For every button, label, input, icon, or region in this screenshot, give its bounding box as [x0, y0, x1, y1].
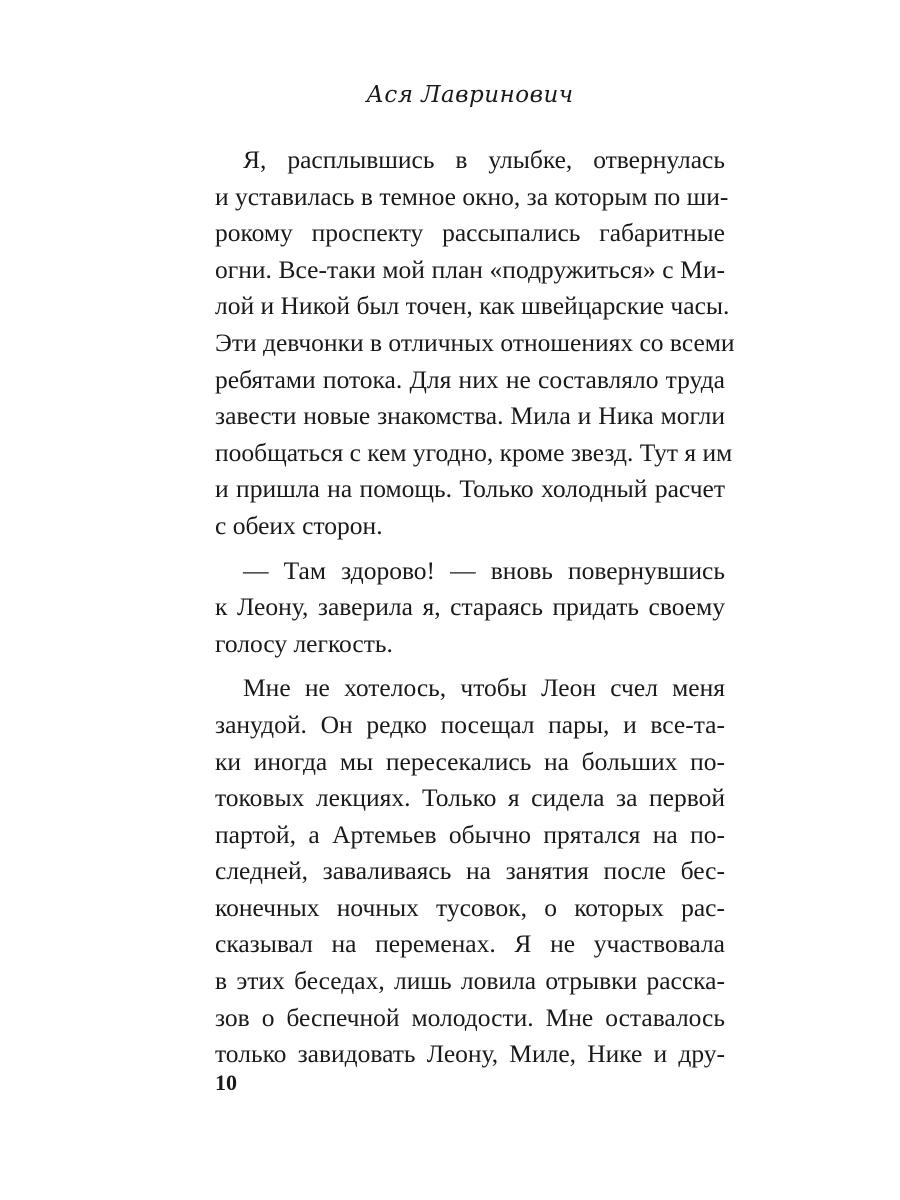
paragraph-gap	[215, 545, 725, 553]
running-head-author: Ася Лавринович	[366, 82, 574, 108]
text-line: партой, а Артемьев обычно прятался на по-	[215, 819, 725, 849]
paragraph-3	[215, 670, 725, 1073]
text-line: только завидовать Леону, Миле, Нике и дру-	[215, 1039, 725, 1069]
page-number: 10	[215, 1070, 237, 1095]
text-line: сказывал на переменах. Я не участвовала	[215, 929, 725, 959]
body-text	[215, 142, 735, 1073]
text-line: и уставилась в темное окно, за которым по ши-	[215, 181, 729, 211]
text-line: с обеих сторон.	[215, 510, 383, 540]
text-line: в этих беседах, лишь ловила отрывки расска-	[215, 966, 725, 996]
text-line: конечных ночных тусовок, о которых рас-	[215, 892, 725, 922]
text-line: пообщаться с кем угодно, кроме звезд. Тут я им	[215, 437, 733, 467]
text-line: огни. Все-таки мой план «подружиться» с Ми-	[215, 254, 725, 284]
text-line: и пришла на помощь. Только холодный расчет	[215, 474, 725, 504]
text-line: следней, заваливаясь на занятия после бес-	[215, 856, 725, 886]
text-line: к Леону, заверила я, стараясь придать своему	[215, 592, 725, 622]
paragraph-gap	[215, 662, 725, 670]
text-line: лой и Никой был точен, как швейцарские часы.	[215, 291, 730, 321]
text-line: рокому проспекту рассыпались габаритные	[215, 218, 725, 248]
text-line: занудой. Он редко посещал пары, и все-та-	[215, 709, 725, 739]
text-line: ребятами потока. Для них не составляло труда	[215, 364, 725, 394]
text-line: Я, расплывшись в улыбке, отвернулась	[243, 145, 725, 174]
text-line: ки иногда мы пересекались на больших по-	[215, 746, 725, 776]
text-line: токовых лекциях. Только я сидела за первой	[215, 783, 725, 813]
text-line: — Там здорово! — вновь повернувшись	[243, 555, 725, 585]
text-line: Мне не хотелось, чтобы Леон счел меня	[243, 673, 725, 703]
paragraph-2	[215, 553, 725, 663]
text-line: зов о беспечной молодости. Мне оставалось	[215, 1002, 725, 1032]
text-line: Эти девчонки в отличных отношениях со всеми	[215, 327, 735, 357]
text-line: завести новые знакомства. Мила и Ника могли	[215, 401, 725, 431]
text-line: голосу легкость.	[215, 628, 393, 658]
paragraph-1	[215, 142, 735, 545]
